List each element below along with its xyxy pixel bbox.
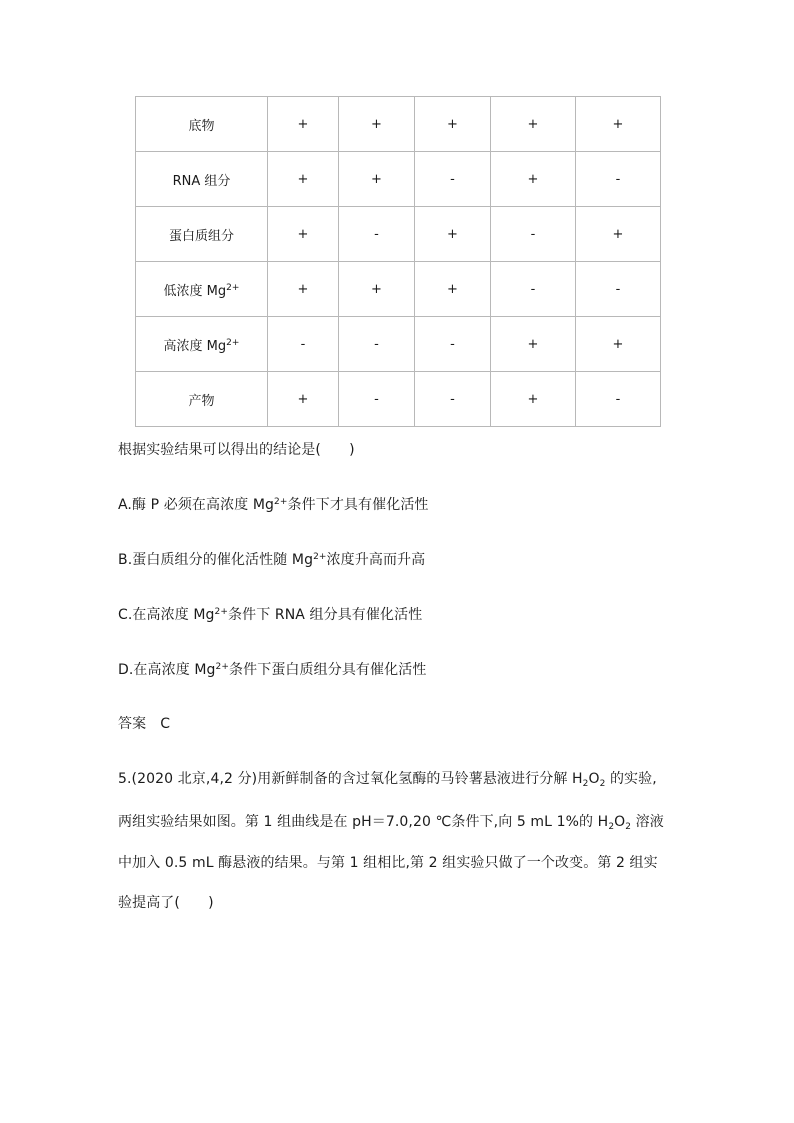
superscript: 2+ [226, 337, 240, 348]
subscript: 2 [582, 779, 589, 789]
text-segment: 两组实验结果如图。第 1 组曲线是在 pH＝7.0,20 ℃条件下,向 5 mL 1%的 H [118, 814, 609, 830]
table-cell: + [268, 207, 339, 262]
experiment-table [135, 96, 661, 427]
text-segment: 溶液 [631, 814, 664, 830]
table-cell: + [576, 97, 661, 152]
text-segment: 5.(2020 北京,4,2 分)用新鲜制备的含过氧化氢酶的马铃薯悬液进行分解 H [118, 771, 583, 787]
table-cell: - [491, 262, 576, 317]
row-label: 蛋白质组分 [136, 207, 268, 262]
table-cell: + [268, 152, 339, 207]
option-c-text-end: 条件下 RNA 组分具有催化活性 [228, 607, 423, 623]
option-d-text: D.在高浓度 Mg [118, 662, 216, 678]
table-row-substrate [136, 97, 661, 152]
superscript: 2+ [274, 497, 288, 507]
table-cell: - [576, 152, 661, 207]
option-a-text-end: 条件下才具有催化活性 [287, 497, 429, 513]
option-a-text: A.酶 P 必须在高浓度 Mg [118, 497, 275, 513]
table-row-high-mg [136, 317, 661, 372]
table-cell: + [576, 207, 661, 262]
table-cell: + [576, 317, 661, 372]
table-cell: + [268, 262, 339, 317]
question-stem: 根据实验结果可以得出的结论是( ) [118, 442, 355, 458]
option-d [118, 659, 426, 679]
text-segment: O [588, 771, 600, 787]
subscript: 2 [625, 822, 632, 832]
superscript: 2+ [214, 607, 229, 617]
superscript: 2+ [215, 662, 230, 672]
row-label [136, 262, 268, 317]
table-cell: - [268, 317, 339, 372]
question5-line-1 [118, 768, 657, 788]
table-cell: - [576, 262, 661, 317]
row-label-text: 低浓度 Mg [163, 283, 227, 299]
table-cell: + [491, 152, 576, 207]
table-row-product [136, 372, 661, 427]
text-segment: O [614, 814, 626, 830]
table-row-protein [136, 207, 661, 262]
row-label: RNA 组分 [136, 152, 268, 207]
option-b-text: B.蛋白质组分的催化活性随 Mg [118, 552, 314, 568]
option-c [118, 604, 422, 624]
row-label-text: 高浓度 Mg [163, 338, 227, 354]
table-row-rna [136, 152, 661, 207]
option-d-text-end: 条件下蛋白质组分具有催化活性 [229, 662, 427, 678]
table-cell: - [415, 152, 491, 207]
table-cell: - [339, 317, 415, 372]
text-segment: 的实验, [605, 771, 657, 787]
question5-line-3: 中加入 0.5 mL 酶悬液的结果。与第 1 组相比,第 2 组实验只做了一个改变。第 2 组实 [118, 855, 658, 871]
option-b-text-end: 浓度升高而升高 [326, 552, 426, 568]
option-c-text: C.在高浓度 Mg [118, 607, 215, 623]
table-cell: + [415, 262, 491, 317]
superscript: 2+ [226, 282, 240, 293]
table-cell: - [339, 207, 415, 262]
question5-line-2 [118, 811, 664, 831]
question5-line-4: 验提高了( ) [118, 895, 214, 911]
subscript: 2 [608, 822, 615, 832]
table-cell: + [268, 97, 339, 152]
table-row-low-mg [136, 262, 661, 317]
option-b [118, 549, 425, 569]
table-cell: - [339, 372, 415, 427]
row-label: 产物 [136, 372, 268, 427]
answer-line: 答案 C [118, 716, 171, 732]
table-cell: + [339, 262, 415, 317]
subscript: 2 [599, 779, 606, 789]
table-cell: + [415, 207, 491, 262]
table-cell: + [491, 372, 576, 427]
table-cell: - [576, 372, 661, 427]
table-cell: - [415, 317, 491, 372]
table-cell: - [415, 372, 491, 427]
option-a [118, 494, 429, 514]
table-cell: + [491, 97, 576, 152]
table-cell: + [415, 97, 491, 152]
table-cell: + [491, 317, 576, 372]
table-cell: + [339, 152, 415, 207]
row-label: 底物 [136, 97, 268, 152]
table-cell: - [491, 207, 576, 262]
table-cell: + [339, 97, 415, 152]
superscript: 2+ [313, 552, 327, 562]
table-cell: + [268, 372, 339, 427]
row-label [136, 317, 268, 372]
